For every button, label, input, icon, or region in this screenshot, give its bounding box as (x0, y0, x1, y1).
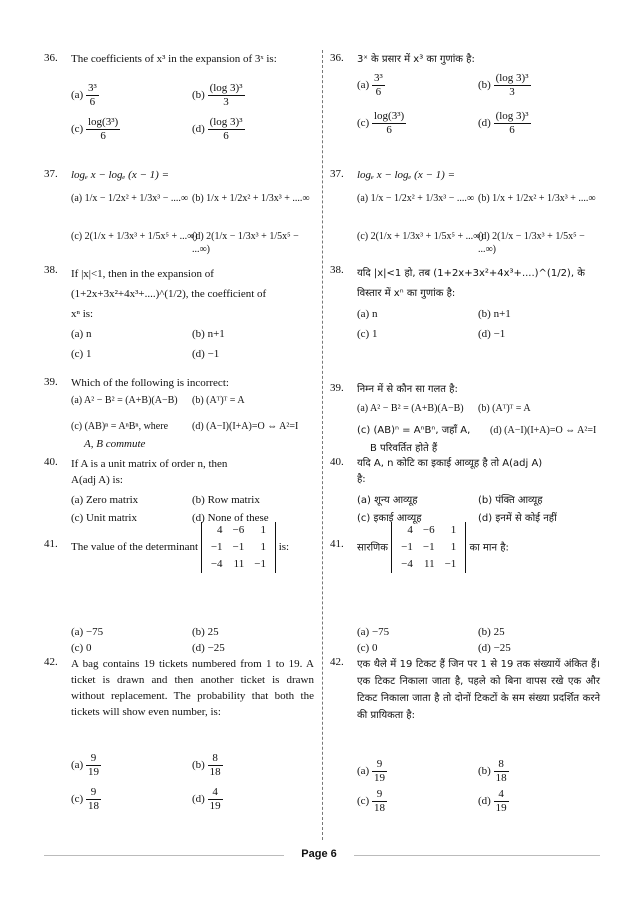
question-stem: logₑ x − logₑ (x − 1) = (357, 169, 455, 181)
option-d: (d) $\frac{\text{(log 3)³}}{6}$ (478, 110, 529, 136)
determinant-matrix (201, 522, 276, 573)
option-c-continuation: B परिवर्तित होते हैं (370, 443, 438, 454)
question-stem: If A is a unit matrix of order n, then A(adj A) is: (71, 458, 228, 486)
option-b: (b) n+1 (192, 328, 225, 340)
option-a: (a) $\frac{\text{3³}}{6}$ (71, 82, 97, 108)
question-number: 39. (44, 376, 58, 388)
option-c: (c) 0 (71, 642, 92, 654)
question-stem: 3ˣ के प्रसार में x³ का गुणांक है: (357, 54, 475, 65)
option-d: (d) $\frac{\text{(log 3)³}}{6}$ (192, 116, 243, 142)
question-number: 40. (44, 456, 58, 468)
option-a: (a) $\frac{9}{19}$ (357, 758, 385, 784)
option-d: (d) −25 (478, 642, 511, 654)
question-number: 39. (330, 382, 344, 394)
option-b: (b) $\frac{8}{18}$ (478, 758, 507, 784)
option-c-continuation: A, B commute (84, 438, 146, 450)
matrix-cell: −6 (232, 524, 245, 536)
option-c: (c) (AB)ⁿ = AⁿBⁿ, जहाँ A, (357, 425, 471, 436)
matrix-cell: −1 (422, 541, 435, 553)
matrix-cell: −1 (254, 558, 266, 570)
option-a: (a) −75 (357, 626, 390, 638)
option-a: (a) शून्य आव्यूह (357, 495, 418, 506)
question-number: 41. (44, 538, 58, 550)
option-d: (d) $\frac{4}{19}$ (192, 786, 221, 812)
option-d: (d) (A−I)(I+A)=O ⇔ A²=I (490, 425, 597, 436)
option-d: (d) इनमें से कोई नहीं (478, 513, 557, 524)
option-c: (c) 0 (357, 642, 378, 654)
matrix-cell: 1 (450, 541, 457, 553)
question-stem: The coefficients of x³ in the expansion of 3ˣ is: (71, 53, 277, 65)
option-a: (a) 1/x − 1/2x² + 1/3x³ − ....∞ (357, 193, 474, 204)
option-d: (d) −1 (192, 348, 220, 360)
question-stem: Which of the following is incorrect: (71, 377, 229, 389)
matrix-cell: 4 (217, 524, 223, 536)
option-a: (a) −75 (71, 626, 104, 638)
matrix-cell: −6 (422, 524, 435, 536)
option-a: (a) 1/x − 1/2x² + 1/3x³ − ....∞ (71, 193, 188, 204)
question-number: 41. (330, 538, 344, 550)
matrix-cell: 1 (450, 524, 457, 536)
option-a: (a) A² − B² = (A+B)(A−B) (71, 395, 178, 406)
question-number: 37. (44, 168, 58, 180)
option-b: (b) 1/x + 1/2x² + 1/3x³ + ....∞ (192, 193, 310, 204)
option-b: (b) 1/x + 1/2x² + 1/3x³ + ....∞ (478, 193, 596, 204)
matrix-cell: −4 (210, 558, 223, 570)
option-b: (b) पंक्ति आव्यूह (478, 495, 543, 506)
option-c: (c) 2(1/x + 1/3x³ + 1/5x⁵ + ...∞) (71, 231, 198, 242)
question-number: 40. (330, 456, 344, 468)
option-d: (d) $\frac{4}{19}$ (478, 788, 507, 814)
option-d: (d) 2(1/x − 1/3x³ + 1/5x⁵ − ...∞) (478, 231, 585, 255)
matrix-cell: −1 (232, 541, 245, 553)
question-number: 36. (44, 52, 58, 64)
page-number: Page 6 (295, 848, 342, 860)
option-d: (d) −25 (192, 642, 225, 654)
question-stem: The value of the determinant 4 −6 1 −1 −1 1 −4 11 −1 is: (71, 522, 314, 573)
option-a: (a) Zero matrix (71, 494, 139, 506)
question-number: 38. (330, 264, 344, 276)
option-c: (c) 1 (357, 328, 378, 340)
question-stem: निम्न में से कौन सा गलत है: (357, 384, 458, 395)
matrix-cell: 11 (233, 558, 245, 570)
matrix-cell: −1 (401, 541, 413, 553)
matrix-cell: −4 (401, 558, 413, 570)
option-b: (b) $\frac{\text{(log 3)³}}{3}$ (192, 82, 243, 108)
option-c: (c) Unit matrix (71, 512, 137, 524)
determinant-matrix (391, 522, 466, 573)
question-stem: यदि |x|<1 हो, तब (1+2x+3x²+4x³+....)^(1/2), के विस्तार में xⁿ का गुणांक है: (357, 268, 585, 299)
matrix-cell: −1 (444, 558, 457, 570)
option-c: (c) 2(1/x + 1/3x³ + 1/5x⁵ + ...∞) (357, 231, 484, 242)
option-b: (b) $\frac{\text{(log 3)³}}{3}$ (478, 72, 529, 98)
option-b: (b) n+1 (478, 308, 511, 320)
option-c: (c) $\frac{\text{log(3³)}}{6}$ (357, 110, 405, 136)
column-divider (322, 50, 323, 840)
option-b: (b) (Aᵀ)ᵀ = A (192, 395, 245, 406)
option-b: (b) 25 (192, 626, 219, 638)
option-a: (a) n (71, 328, 92, 340)
option-c: (c) इकाई आव्यूह (357, 513, 422, 524)
option-a: (a) n (357, 308, 378, 320)
option-a: (a) $\frac{9}{19}$ (71, 752, 99, 778)
question-stem: सारणिक 4 −6 1 −1 −1 1 −4 11 −1 का मान है: (357, 522, 600, 573)
matrix-cell: 1 (260, 541, 266, 553)
page-footer (0, 848, 638, 860)
option-c: (c) $\frac{\text{log(3³)}}{6}$ (71, 116, 119, 142)
option-c: (c) $\frac{9}{18}$ (71, 786, 99, 812)
question-stem: If |x|<1, then in the expansion of (1+2x+3x²+4x³+....)^(1/2), the coefficient of xⁿ is: (71, 268, 267, 320)
question-stem: एक थैले में 19 टिकट हैं जिन पर 1 से 19 तक संख्यायें अंकित हैं। एक टिकट निकाला जाता है, पहले को बिना वापस रखे एक और टिकट निकाला जाता है तो दोनों टिकटों के सम संख्या प्रदर्शित करने की प्रायिकता है: (357, 659, 600, 721)
option-b: (b) Row matrix (192, 494, 260, 506)
question-stem: A bag contains 19 tickets numbered from 1 to 19. A ticket is drawn and then another ticket is drawn without replacement. The probability that both the tickets will show even number, is: (71, 658, 314, 718)
question-number: 42. (44, 656, 58, 668)
question-stem: यदि A, n कोटि का इकाई आव्यूह है तो A(adj A) है: (357, 458, 543, 485)
option-c: (c) 1 (71, 348, 92, 360)
option-d: (d) 2(1/x − 1/3x³ + 1/5x⁵ − ...∞) (192, 231, 299, 255)
question-number: 36. (330, 52, 344, 64)
question-number: 42. (330, 656, 344, 668)
option-b: (b) (Aᵀ)ᵀ = A (478, 403, 531, 414)
option-d: (d) −1 (478, 328, 506, 340)
option-d: (d) (A−I)(I+A)=O ⇔ A²=I (192, 421, 299, 432)
matrix-cell: 1 (260, 524, 266, 536)
option-a: (a) A² − B² = (A+B)(A−B) (357, 403, 464, 414)
option-c: (c) (AB)ⁿ = AⁿBⁿ, where (71, 421, 169, 432)
option-d: (d) None of these (192, 512, 269, 524)
matrix-cell: 11 (423, 558, 435, 570)
matrix-cell: −1 (210, 541, 223, 553)
option-a: (a) $\frac{\text{3³}}{6}$ (357, 72, 383, 98)
question-number: 37. (330, 168, 344, 180)
option-c: (c) $\frac{9}{18}$ (357, 788, 385, 814)
option-b: (b) 25 (478, 626, 505, 638)
option-b: (b) $\frac{8}{18}$ (192, 752, 221, 778)
matrix-cell: 4 (407, 524, 413, 536)
question-number: 38. (44, 264, 58, 276)
question-stem: logₑ x − logₑ (x − 1) = (71, 169, 169, 181)
